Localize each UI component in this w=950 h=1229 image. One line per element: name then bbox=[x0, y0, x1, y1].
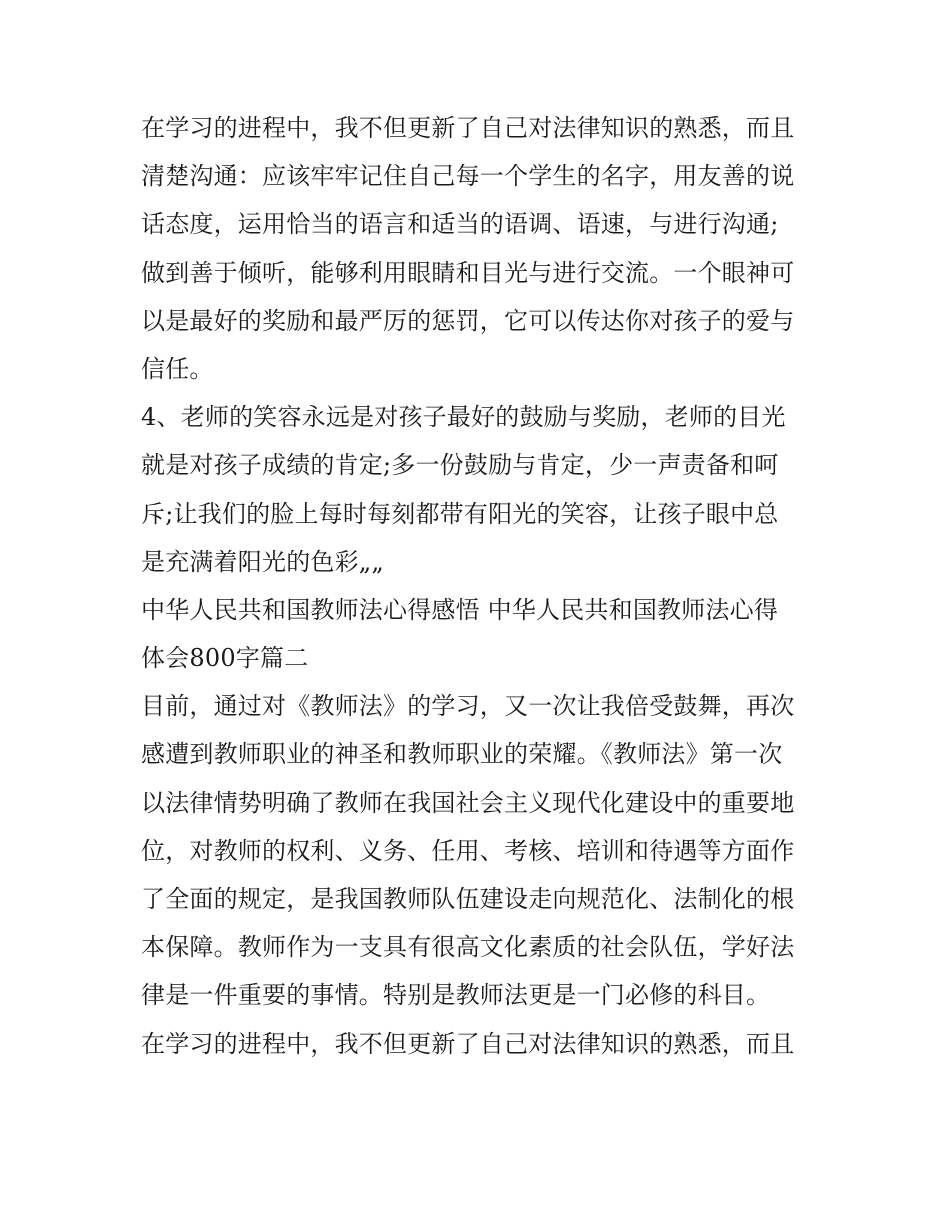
text-line: 4、老师的笑容永远是对孩子最好的鼓励与奖励，老师的目光 bbox=[141, 403, 786, 432]
text-line: 在学习的进程中，我不但更新了自己对法律知识的熟悉，而且 bbox=[141, 114, 795, 142]
section-heading: 中华人民共和国教师法心得感悟 中华人民共和国教师法心得 bbox=[141, 595, 779, 624]
body-text bbox=[141, 104, 831, 1068]
text-line: 话态度，运用恰当的语言和适当的语调、语速，与进行沟通; bbox=[141, 210, 779, 239]
text-line: 是充满着阳光的色彩„„ bbox=[141, 547, 385, 576]
text-line: 了全面的规定，是我国教师队伍建设走向规范化、法制化的根 bbox=[141, 885, 795, 913]
text-line: 做到善于倾听，能够利用眼睛和目光与进行交流。一个眼神可 bbox=[141, 258, 795, 287]
text-line: 就是对孩子成绩的肯定;多一份鼓励与肯定，少一声责备和呵 bbox=[141, 451, 779, 480]
text-line: 以法律情势明确了教师在我国社会主义现代化建设中的重要地 bbox=[141, 788, 795, 817]
text-line: 斥;让我们的脸上每时每刻都带有阳光的笑容，让孩子眼中总 bbox=[141, 499, 779, 528]
text-line: 信任。 bbox=[141, 354, 214, 383]
section-heading: 体会800字篇二 bbox=[141, 644, 309, 673]
text-line: 以是最好的奖励和最严厉的惩罚，它可以传达你对孩子的爱与 bbox=[141, 306, 795, 335]
text-line: 目前，通过对《教师法》的学习，又一次让我倍受鼓舞，再次 bbox=[141, 692, 795, 721]
text-line: 在学习的进程中，我不但更新了自己对法律知识的熟悉，而且 bbox=[141, 1029, 795, 1058]
text-line: 清楚沟通：应该牢牢记住自己每一个学生的名字，用友善的说 bbox=[141, 162, 795, 191]
text-line: 位，对教师的权利、义务、任用、考核、培训和待遇等方面作 bbox=[141, 836, 795, 865]
text-line: 感遭到教师职业的神圣和教师职业的荣耀。《教师法》第一次 bbox=[141, 740, 783, 769]
text-line: 本保障。教师作为一支具有很高文化素质的社会队伍，学好法 bbox=[141, 933, 795, 962]
text-line: 律是一件重要的事情。特别是教师法更是一门必修的科目。 bbox=[141, 981, 771, 1010]
